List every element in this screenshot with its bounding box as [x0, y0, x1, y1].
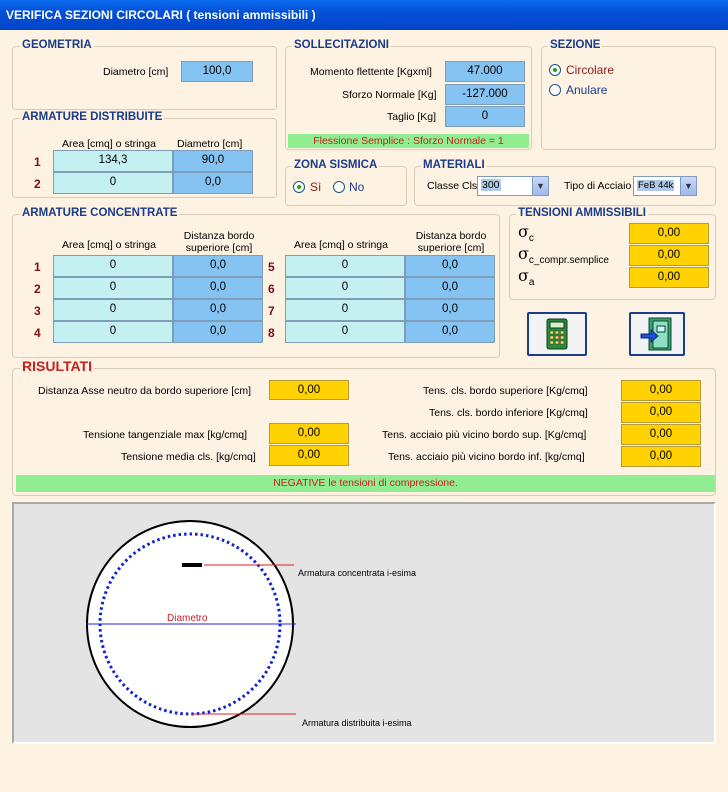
- distribuite-col-diam: Diametro [cm]: [177, 138, 243, 150]
- concentrate-dist-field[interactable]: 0,0: [405, 277, 495, 299]
- classe-cls-value: 300: [482, 179, 500, 191]
- concentrate-area-field[interactable]: 0: [285, 321, 405, 343]
- acciaio-label: Tipo di Acciaio: [564, 180, 632, 192]
- exit-door-icon: [631, 314, 683, 354]
- distribuite-diam-field[interactable]: 90,0: [173, 150, 253, 172]
- sigma-cc-label: $\sigma_{c\_compr.semplice}$: [518, 244, 609, 267]
- acciaio-value: FeB 44k: [638, 180, 674, 191]
- momento-label: Momento flettente [Kgxml]: [310, 66, 432, 78]
- calculator-icon: [529, 314, 585, 354]
- media-cls-value: 0,00: [269, 445, 349, 466]
- sforzo-label: Sforzo Normale [Kg]: [342, 89, 437, 101]
- negative-note: NEGATIVE le tensioni di compressione.: [16, 475, 715, 492]
- diametro-label: Diametro [cm]: [103, 66, 169, 78]
- cls-inf-value: 0,00: [621, 402, 701, 423]
- acciaio-sup-label: Tens. acciaio più vicino bordo sup. [Kg/cmq]: [382, 429, 587, 441]
- concentrate-row-num: 5: [268, 260, 275, 274]
- exit-button[interactable]: [629, 312, 685, 356]
- acciaio-select[interactable]: [633, 176, 697, 196]
- risultati-title: RISULTATI: [22, 358, 92, 374]
- materiali-title: MATERIALI: [423, 159, 485, 171]
- flessione-status: Flessione Semplice : Sforzo Normale = 1: [288, 134, 529, 148]
- concentrate-dist-field[interactable]: 0,0: [173, 255, 263, 277]
- concentrate-row-num: 1: [34, 260, 41, 274]
- asse-neutro-value: 0,00: [269, 380, 349, 400]
- distribuita-label: Armatura distribuita i-esima: [302, 718, 412, 728]
- window-title: VERIFICA SEZIONI CIRCOLARI ( tensioni ammissibili ): [0, 0, 728, 30]
- no-radio[interactable]: [333, 181, 345, 193]
- concentrate-col-dist: Distanza bordo superiore [cm]: [183, 230, 255, 254]
- diametro-diagram-label: Diametro: [167, 613, 208, 624]
- concentrate-row-num: 3: [34, 304, 41, 318]
- zona-title: ZONA SISMICA: [294, 159, 378, 171]
- chevron-down-icon[interactable]: ▼: [680, 177, 696, 195]
- concentrate-area-field[interactable]: 0: [53, 299, 173, 321]
- sollecitazioni-title: SOLLECITAZIONI: [294, 39, 389, 51]
- concentrate-area-field[interactable]: 0: [53, 255, 173, 277]
- sigma-a-label: $\sigma_a$: [518, 266, 535, 289]
- concentrate-area-field[interactable]: 0: [53, 277, 173, 299]
- distribuite-row-num: 1: [34, 155, 41, 169]
- distribuite-area-field[interactable]: 134,3: [53, 150, 173, 172]
- concentrate-title: ARMATURE CONCENTRATE: [22, 207, 178, 219]
- tensioni-title: TENSIONI AMMISSIBILI: [518, 207, 646, 219]
- circular-section-diagram: [14, 504, 714, 742]
- concentrate-area-field[interactable]: 0: [285, 277, 405, 299]
- concentrate-dist-field[interactable]: 0,0: [173, 321, 263, 343]
- concentrate-area-field[interactable]: 0: [285, 299, 405, 321]
- si-label[interactable]: Sì: [310, 180, 322, 194]
- cls-sup-label: Tens. cls. bordo superiore [Kg/cmq]: [423, 385, 588, 397]
- sigma-a-value: 0,00: [629, 267, 709, 288]
- concentrate-row-num: 2: [34, 282, 41, 296]
- circolare-label[interactable]: Circolare: [566, 63, 615, 77]
- concentrate-col-area: Area [cmq] o stringa: [62, 239, 156, 251]
- diametro-field[interactable]: 100,0: [181, 61, 253, 82]
- concentrate-area-field[interactable]: 0: [53, 321, 173, 343]
- tangenziale-label: Tensione tangenziale max [kg/cmq]: [83, 429, 248, 441]
- distribuite-row-num: 2: [34, 177, 41, 191]
- acciaio-inf-value: 0,00: [621, 446, 701, 467]
- anulare-radio[interactable]: [549, 84, 561, 96]
- asse-neutro-label: Distanza Asse neutro da bordo superiore [cm]: [38, 385, 252, 397]
- distribuite-area-field[interactable]: 0: [53, 172, 173, 194]
- cls-inf-label: Tens. cls. bordo inferiore [Kg/cmq]: [429, 407, 588, 419]
- concentrate-row-num: 7: [268, 304, 275, 318]
- geometria-title: GEOMETRIA: [22, 39, 92, 51]
- classe-cls-select[interactable]: [477, 176, 549, 196]
- si-radio[interactable]: [293, 181, 305, 193]
- media-cls-label: Tensione media cls. [kg/cmq]: [121, 451, 256, 463]
- momento-field[interactable]: 47.000: [445, 61, 525, 82]
- sforzo-field[interactable]: -127.000: [445, 84, 525, 105]
- taglio-label: Taglio [Kg]: [387, 111, 437, 123]
- concentrate-row-num: 6: [268, 282, 275, 296]
- no-label[interactable]: No: [349, 180, 365, 194]
- concentrate-dist-field[interactable]: 0,0: [405, 299, 495, 321]
- distribuite-title: ARMATURE DISTRIBUITE: [22, 111, 163, 123]
- taglio-field[interactable]: 0: [445, 106, 525, 127]
- concentrated-rebar: [182, 563, 202, 567]
- sezione-title: SEZIONE: [550, 39, 601, 51]
- concentrate-row-num: 8: [268, 326, 275, 340]
- acciaio-sup-value: 0,00: [621, 424, 701, 445]
- sigma-c-label: $\sigma_c$: [518, 222, 534, 245]
- concentrate-col-area: Area [cmq] o stringa: [294, 239, 388, 251]
- circolare-radio[interactable]: [549, 64, 561, 76]
- concentrate-dist-field[interactable]: 0,0: [173, 299, 263, 321]
- chevron-down-icon[interactable]: ▼: [532, 177, 548, 195]
- concentrate-dist-field[interactable]: 0,0: [405, 255, 495, 277]
- distribuite-diam-field[interactable]: 0,0: [173, 172, 253, 194]
- anulare-label[interactable]: Anulare: [566, 83, 608, 97]
- concentrate-area-field[interactable]: 0: [285, 255, 405, 277]
- distribuite-col-area: Area [cmq] o stringa: [62, 138, 156, 150]
- classe-cls-label: Classe Cls: [427, 180, 478, 192]
- section-diagram: [12, 502, 716, 744]
- calculate-button[interactable]: [527, 312, 587, 356]
- sezione-group: [541, 46, 716, 150]
- sigma-c-value: 0,00: [629, 223, 709, 244]
- concentrate-dist-field[interactable]: 0,0: [173, 277, 263, 299]
- tangenziale-value: 0,00: [269, 423, 349, 444]
- concentrate-dist-field[interactable]: 0,0: [405, 321, 495, 343]
- sigma-cc-value: 0,00: [629, 245, 709, 266]
- cls-sup-value: 0,00: [621, 380, 701, 401]
- acciaio-inf-label: Tens. acciaio più vicino bordo inf. [kg/cmq]: [388, 451, 585, 463]
- concentrata-label: Armatura concentrata i-esima: [298, 568, 417, 578]
- concentrate-col-dist: Distanza bordo superiore [cm]: [415, 230, 487, 254]
- concentrate-row-num: 4: [34, 326, 41, 340]
